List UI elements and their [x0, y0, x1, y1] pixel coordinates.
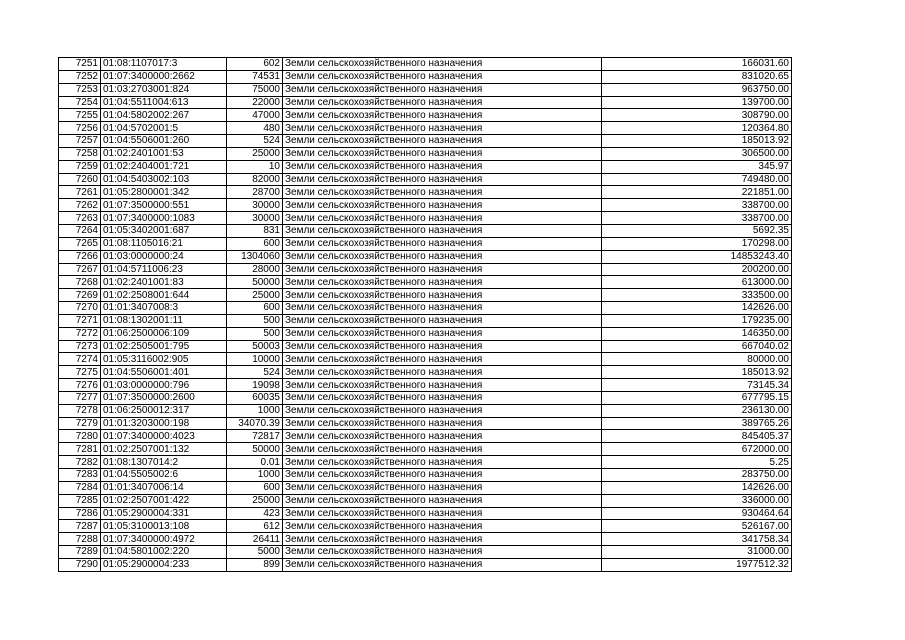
cadastral-value-cell: 120364.80 [602, 122, 792, 135]
cadastral-number-cell: 01:02:2508001:644 [101, 289, 227, 302]
area-cell: 1000 [227, 469, 283, 482]
table-row [59, 366, 792, 379]
area-cell: 50003 [227, 340, 283, 353]
cadastral-number-cell: 01:04:5506001:260 [101, 135, 227, 148]
cadastral-value-cell: 185013.92 [602, 135, 792, 148]
cadastral-value-cell: 1977512.32 [602, 558, 792, 571]
area-cell: 831 [227, 224, 283, 237]
cadastral-number-cell: 01:03:0000000:24 [101, 250, 227, 263]
table-row [59, 160, 792, 173]
cadastral-value-cell: 73145.34 [602, 379, 792, 392]
cadastral-number-cell: 01:07:3400000:4972 [101, 533, 227, 546]
area-cell: 25000 [227, 289, 283, 302]
cadastral-number-cell: 01:08:1302001:11 [101, 314, 227, 327]
land-category-cell: Земли сельскохозяйственного назначения [283, 199, 602, 212]
table-row [59, 58, 792, 71]
cadastral-number-cell: 01:02:2505001:795 [101, 340, 227, 353]
cadastral-value-cell: 526167.00 [602, 520, 792, 533]
table-row [59, 186, 792, 199]
land-category-cell: Земли сельскохозяйственного назначения [283, 160, 602, 173]
cadastral-number-cell: 01:01:3407008:3 [101, 302, 227, 315]
area-cell: 899 [227, 558, 283, 571]
land-category-cell: Земли сельскохозяйственного назначения [283, 250, 602, 263]
row-number-cell: 7266 [59, 250, 101, 263]
row-number-cell: 7274 [59, 353, 101, 366]
row-number-cell: 7251 [59, 58, 101, 71]
cadastral-value-cell: 667040.02 [602, 340, 792, 353]
land-category-cell: Земли сельскохозяйственного назначения [283, 237, 602, 250]
land-category-cell: Земли сельскохозяйственного назначения [283, 353, 602, 366]
land-category-cell: Земли сельскохозяйственного назначения [283, 469, 602, 482]
cadastral-number-cell: 01:05:2900004:233 [101, 558, 227, 571]
land-category-cell: Земли сельскохозяйственного назначения [283, 443, 602, 456]
cadastral-value-cell: 139700.00 [602, 96, 792, 109]
cadastral-value-cell: 749480.00 [602, 173, 792, 186]
cadastral-number-cell: 01:07:3400000:1083 [101, 212, 227, 225]
cadastral-value-cell: 31000.00 [602, 546, 792, 559]
table-row [59, 417, 792, 430]
row-number-cell: 7267 [59, 263, 101, 276]
row-number-cell: 7273 [59, 340, 101, 353]
cadastral-number-cell: 01:02:2507001:132 [101, 443, 227, 456]
area-cell: 25000 [227, 494, 283, 507]
table-row [59, 558, 792, 571]
area-cell: 5000 [227, 546, 283, 559]
table-row [59, 224, 792, 237]
area-cell: 50000 [227, 443, 283, 456]
row-number-cell: 7286 [59, 507, 101, 520]
land-category-cell: Земли сельскохозяйственного назначения [283, 327, 602, 340]
row-number-cell: 7280 [59, 430, 101, 443]
cadastral-number-cell: 01:04:5403002:103 [101, 173, 227, 186]
row-number-cell: 7258 [59, 147, 101, 160]
row-number-cell: 7253 [59, 83, 101, 96]
area-cell: 524 [227, 135, 283, 148]
land-category-cell: Земли сельскохозяйственного назначения [283, 456, 602, 469]
cadastral-number-cell: 01:05:3116002:905 [101, 353, 227, 366]
row-number-cell: 7289 [59, 546, 101, 559]
cadastral-value-cell: 221851.00 [602, 186, 792, 199]
cadastral-number-cell: 01:06:2500006:109 [101, 327, 227, 340]
cadastral-number-cell: 01:08:1105016:21 [101, 237, 227, 250]
area-cell: 34070.39 [227, 417, 283, 430]
row-number-cell: 7277 [59, 391, 101, 404]
table-row [59, 404, 792, 417]
cadastral-value-cell: 166031.60 [602, 58, 792, 71]
land-category-cell: Земли сельскохозяйственного назначения [283, 417, 602, 430]
table-row [59, 469, 792, 482]
land-category-cell: Земли сельскохозяйственного назначения [283, 135, 602, 148]
area-cell: 423 [227, 507, 283, 520]
land-category-cell: Земли сельскохозяйственного назначения [283, 302, 602, 315]
area-cell: 600 [227, 302, 283, 315]
land-category-cell: Земли сельскохозяйственного назначения [283, 340, 602, 353]
row-number-cell: 7270 [59, 302, 101, 315]
land-category-cell: Земли сельскохозяйственного назначения [283, 481, 602, 494]
land-category-cell: Земли сельскохозяйственного назначения [283, 70, 602, 83]
table-row [59, 135, 792, 148]
cadastral-value-cell: 338700.00 [602, 212, 792, 225]
table-row [59, 507, 792, 520]
table-row [59, 533, 792, 546]
land-category-cell: Земли сельскохозяйственного назначения [283, 507, 602, 520]
table-row [59, 199, 792, 212]
cadastral-value-cell: 170298.00 [602, 237, 792, 250]
cadastral-number-cell: 01:06:2500012:317 [101, 404, 227, 417]
cadastral-number-cell: 01:01:3407006:14 [101, 481, 227, 494]
row-number-cell: 7271 [59, 314, 101, 327]
cadastral-value-cell: 336000.00 [602, 494, 792, 507]
land-category-cell: Земли сельскохозяйственного назначения [283, 122, 602, 135]
land-category-cell: Земли сельскохозяйственного назначения [283, 173, 602, 186]
row-number-cell: 7261 [59, 186, 101, 199]
area-cell: 0.01 [227, 456, 283, 469]
cadastral-value-cell: 146350.00 [602, 327, 792, 340]
area-cell: 47000 [227, 109, 283, 122]
cadastral-number-cell: 01:02:2401001:83 [101, 276, 227, 289]
area-cell: 82000 [227, 173, 283, 186]
row-number-cell: 7272 [59, 327, 101, 340]
cadastral-value-cell: 677795.15 [602, 391, 792, 404]
cadastral-value-cell: 389765.26 [602, 417, 792, 430]
cadastral-number-cell: 01:02:2404001:721 [101, 160, 227, 173]
cadastral-number-cell: 01:04:5505002:6 [101, 469, 227, 482]
cadastral-value-cell: 306500.00 [602, 147, 792, 160]
cadastral-value-cell: 142626.00 [602, 481, 792, 494]
table-row [59, 314, 792, 327]
land-category-cell: Земли сельскохозяйственного назначения [283, 494, 602, 507]
spreadsheet-page [58, 57, 792, 572]
cadastral-value-cell: 5.25 [602, 456, 792, 469]
cadastral-number-cell: 01:05:3100013:108 [101, 520, 227, 533]
table-row [59, 173, 792, 186]
row-number-cell: 7284 [59, 481, 101, 494]
table-row [59, 327, 792, 340]
land-category-cell: Земли сельскохозяйственного назначения [283, 391, 602, 404]
area-cell: 602 [227, 58, 283, 71]
area-cell: 1000 [227, 404, 283, 417]
table-row [59, 109, 792, 122]
cadastral-number-cell: 01:04:5801002:220 [101, 546, 227, 559]
row-number-cell: 7255 [59, 109, 101, 122]
area-cell: 500 [227, 314, 283, 327]
cadastral-number-cell: 01:05:2900004:331 [101, 507, 227, 520]
row-number-cell: 7278 [59, 404, 101, 417]
area-cell: 25000 [227, 147, 283, 160]
cadastral-number-cell: 01:04:5802002:267 [101, 109, 227, 122]
area-cell: 19098 [227, 379, 283, 392]
cadastral-value-cell: 338700.00 [602, 199, 792, 212]
land-category-cell: Земли сельскохозяйственного назначения [283, 276, 602, 289]
land-category-cell: Земли сельскохозяйственного назначения [283, 186, 602, 199]
row-number-cell: 7256 [59, 122, 101, 135]
cadastral-value-cell: 200200.00 [602, 263, 792, 276]
table-row [59, 70, 792, 83]
cadastral-value-cell: 5692.35 [602, 224, 792, 237]
table-row [59, 302, 792, 315]
cadastral-value-cell: 308790.00 [602, 109, 792, 122]
area-cell: 612 [227, 520, 283, 533]
area-cell: 75000 [227, 83, 283, 96]
area-cell: 30000 [227, 212, 283, 225]
area-cell: 74531 [227, 70, 283, 83]
cadastral-value-cell: 14853243.40 [602, 250, 792, 263]
land-category-cell: Земли сельскохозяйственного назначения [283, 96, 602, 109]
cadastral-value-cell: 963750.00 [602, 83, 792, 96]
table-body [59, 58, 792, 572]
table-row [59, 494, 792, 507]
cadastral-number-cell: 01:07:3400000:4023 [101, 430, 227, 443]
land-category-cell: Земли сельскохозяйственного назначения [283, 147, 602, 160]
land-category-cell: Земли сельскохозяйственного назначения [283, 366, 602, 379]
table-row [59, 391, 792, 404]
cadastral-number-cell: 01:07:3400000:2662 [101, 70, 227, 83]
cadastral-number-cell: 01:03:0000000:796 [101, 379, 227, 392]
table-row [59, 546, 792, 559]
area-cell: 72817 [227, 430, 283, 443]
row-number-cell: 7287 [59, 520, 101, 533]
cadastral-number-cell: 01:04:5506001:401 [101, 366, 227, 379]
land-category-cell: Земли сельскохозяйственного назначения [283, 224, 602, 237]
cadastral-number-cell: 01:05:2800001:342 [101, 186, 227, 199]
table-row [59, 353, 792, 366]
land-category-cell: Земли сельскохозяйственного назначения [283, 379, 602, 392]
cadastral-number-cell: 01:02:2401001:53 [101, 147, 227, 160]
area-cell: 600 [227, 481, 283, 494]
land-category-cell: Земли сельскохозяйственного назначения [283, 404, 602, 417]
table-row [59, 430, 792, 443]
table-row [59, 289, 792, 302]
table-row [59, 83, 792, 96]
land-category-cell: Земли сельскохозяйственного назначения [283, 558, 602, 571]
table-row [59, 379, 792, 392]
row-number-cell: 7259 [59, 160, 101, 173]
cadastral-number-cell: 01:05:3402001:687 [101, 224, 227, 237]
area-cell: 28700 [227, 186, 283, 199]
area-cell: 480 [227, 122, 283, 135]
row-number-cell: 7264 [59, 224, 101, 237]
table-row [59, 237, 792, 250]
table-row [59, 443, 792, 456]
table-row [59, 96, 792, 109]
cadastral-value-cell: 831020.65 [602, 70, 792, 83]
cadastral-value-cell: 80000.00 [602, 353, 792, 366]
row-number-cell: 7275 [59, 366, 101, 379]
table-row [59, 212, 792, 225]
row-number-cell: 7282 [59, 456, 101, 469]
area-cell: 28000 [227, 263, 283, 276]
area-cell: 26411 [227, 533, 283, 546]
table-row [59, 456, 792, 469]
cadastral-value-cell: 345.97 [602, 160, 792, 173]
cadastral-number-cell: 01:04:5702001:5 [101, 122, 227, 135]
cadastral-number-cell: 01:08:1307014:2 [101, 456, 227, 469]
area-cell: 1304060 [227, 250, 283, 263]
land-category-cell: Земли сельскохозяйственного назначения [283, 289, 602, 302]
cadastral-value-cell: 142626.00 [602, 302, 792, 315]
row-number-cell: 7285 [59, 494, 101, 507]
land-category-cell: Земли сельскохозяйственного назначения [283, 546, 602, 559]
cadastral-value-cell: 845405.37 [602, 430, 792, 443]
cadastral-value-cell: 613000.00 [602, 276, 792, 289]
area-cell: 30000 [227, 199, 283, 212]
area-cell: 10 [227, 160, 283, 173]
row-number-cell: 7288 [59, 533, 101, 546]
row-number-cell: 7283 [59, 469, 101, 482]
cadastral-number-cell: 01:07:3500000:551 [101, 199, 227, 212]
area-cell: 50000 [227, 276, 283, 289]
row-number-cell: 7252 [59, 70, 101, 83]
cadastral-value-cell: 333500.00 [602, 289, 792, 302]
row-number-cell: 7260 [59, 173, 101, 186]
table-row [59, 520, 792, 533]
cadastral-value-cell: 179235.00 [602, 314, 792, 327]
cadastral-value-cell: 236130.00 [602, 404, 792, 417]
row-number-cell: 7262 [59, 199, 101, 212]
table-row [59, 263, 792, 276]
cadastral-number-cell: 01:04:5711006:23 [101, 263, 227, 276]
table-row [59, 147, 792, 160]
cadastral-value-cell: 185013.92 [602, 366, 792, 379]
area-cell: 600 [227, 237, 283, 250]
land-category-cell: Земли сельскохозяйственного назначения [283, 533, 602, 546]
cadastral-value-cell: 341758.34 [602, 533, 792, 546]
cadastral-value-cell: 672000.00 [602, 443, 792, 456]
area-cell: 60035 [227, 391, 283, 404]
row-number-cell: 7254 [59, 96, 101, 109]
land-category-cell: Земли сельскохозяйственного назначения [283, 263, 602, 276]
cadastral-number-cell: 01:01:3203000:198 [101, 417, 227, 430]
cadastral-value-cell: 283750.00 [602, 469, 792, 482]
cadastral-number-cell: 01:08:1107017:3 [101, 58, 227, 71]
row-number-cell: 7276 [59, 379, 101, 392]
land-category-cell: Земли сельскохозяйственного назначения [283, 58, 602, 71]
land-category-cell: Земли сельскохозяйственного назначения [283, 430, 602, 443]
land-category-cell: Земли сельскохозяйственного назначения [283, 109, 602, 122]
cadastral-number-cell: 01:04:5511004:613 [101, 96, 227, 109]
cadastral-number-cell: 01:07:3500000:2600 [101, 391, 227, 404]
row-number-cell: 7269 [59, 289, 101, 302]
row-number-cell: 7263 [59, 212, 101, 225]
row-number-cell: 7257 [59, 135, 101, 148]
land-category-cell: Земли сельскохозяйственного назначения [283, 212, 602, 225]
row-number-cell: 7290 [59, 558, 101, 571]
land-category-cell: Земли сельскохозяйственного назначения [283, 314, 602, 327]
table-row [59, 340, 792, 353]
row-number-cell: 7279 [59, 417, 101, 430]
table-row [59, 250, 792, 263]
table-row [59, 276, 792, 289]
area-cell: 524 [227, 366, 283, 379]
table-row [59, 481, 792, 494]
land-plots-table [58, 57, 792, 572]
cadastral-number-cell: 01:03:2703001:824 [101, 83, 227, 96]
row-number-cell: 7265 [59, 237, 101, 250]
cadastral-value-cell: 930464.64 [602, 507, 792, 520]
area-cell: 22000 [227, 96, 283, 109]
area-cell: 500 [227, 327, 283, 340]
row-number-cell: 7281 [59, 443, 101, 456]
row-number-cell: 7268 [59, 276, 101, 289]
area-cell: 10000 [227, 353, 283, 366]
land-category-cell: Земли сельскохозяйственного назначения [283, 83, 602, 96]
table-row [59, 122, 792, 135]
land-category-cell: Земли сельскохозяйственного назначения [283, 520, 602, 533]
cadastral-number-cell: 01:02:2507001:422 [101, 494, 227, 507]
